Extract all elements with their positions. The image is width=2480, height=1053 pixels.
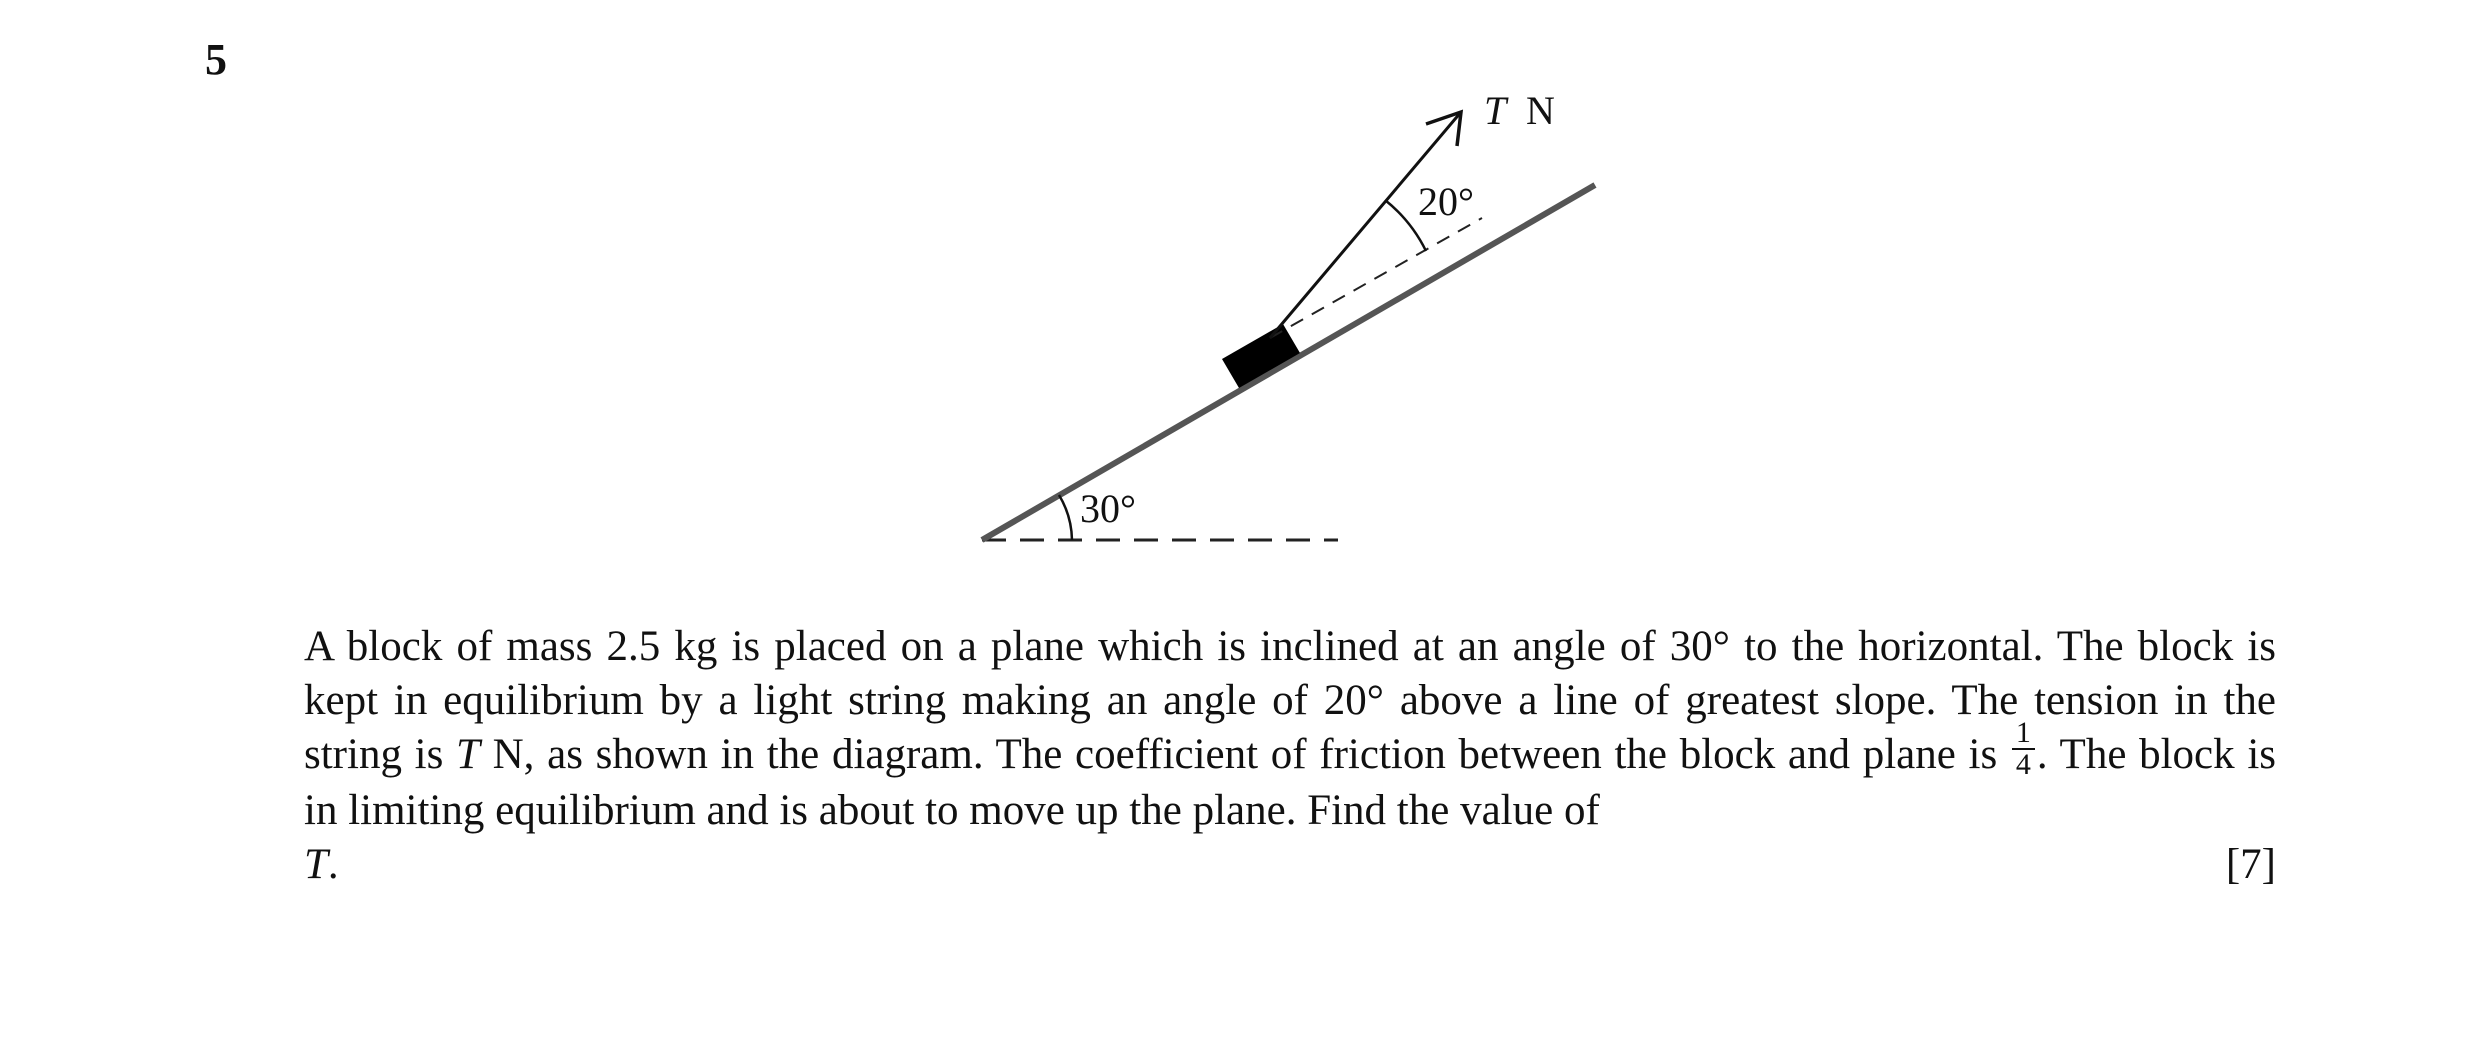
fraction-denominator: 4: [2015, 748, 2031, 782]
final-punctuation: .: [327, 841, 339, 889]
incline-angle-label: 30°: [1080, 486, 1136, 531]
friction-coefficient-fraction: [2012, 718, 2035, 780]
question-number: 5: [205, 35, 227, 84]
tension-label-symbol: T: [1484, 88, 1507, 133]
tension-string-line: [1270, 112, 1461, 338]
final-variable: T: [304, 841, 328, 889]
question-sentence-2: N, as shown in the diagram. The coefficient of friction between the block and plane is: [479, 731, 2010, 778]
inclined-plane-line: [982, 185, 1595, 540]
fraction-numerator: 1: [2012, 718, 2035, 750]
question-sentence-3: . The block is in limiting equilibrium and is about to move up the plane. Find the value of: [304, 731, 2276, 835]
question-last-line: [304, 838, 2276, 892]
slope-reference-dashed-line: [1270, 218, 1482, 338]
tension-label-unit: N: [1526, 88, 1555, 133]
question-sentence-1: A block of mass 2.5 kg is placed on a plane which is inclined at an angle of 30° to the horizontal. The block is kept in equilibrium by a light string making an angle of 20° above a line of greatest slope. The tension in the string is: [304, 623, 2276, 778]
question-text: [304, 620, 2276, 892]
incline-angle-arc: [1059, 495, 1072, 540]
marks-label: [7]: [2225, 841, 2276, 889]
tension-variable: T: [456, 731, 480, 778]
string-angle-label: 20°: [1418, 179, 1474, 224]
